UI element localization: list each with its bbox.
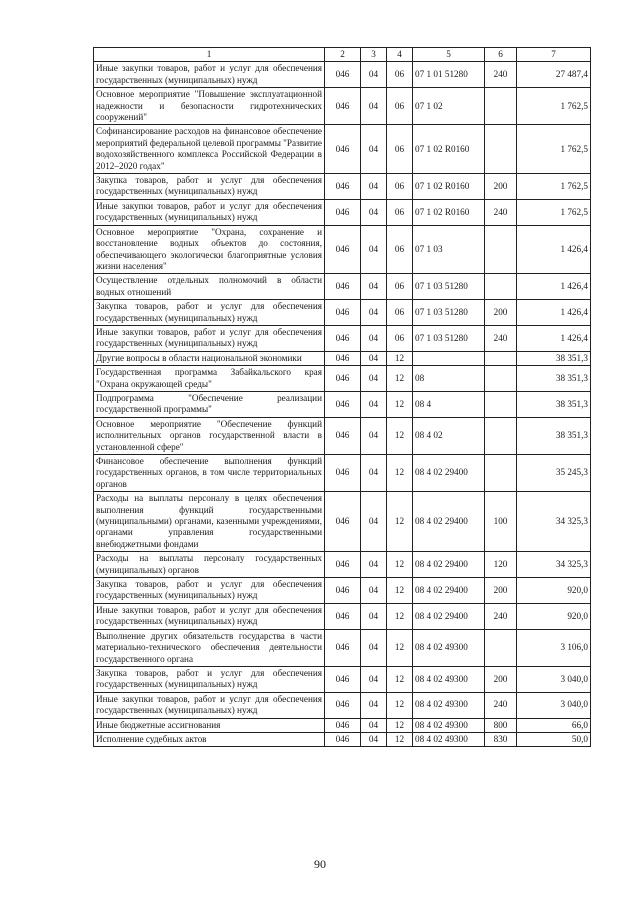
table-row: [94, 692, 591, 718]
section-code-cell: 04: [361, 603, 387, 629]
table-row: [94, 366, 591, 392]
row-name-cell: Иные бюджетные ассигнования: [94, 718, 325, 732]
target-article-cell: 08 4 02 49300: [413, 718, 485, 732]
expense-type-cell: 200: [485, 174, 517, 200]
row-name-cell: Расходы на выплаты персоналу в целях обеспечения выполнения функций государственными (муниципальными) органами, казенными учреждениями, органами управления государственными внебюджетными фондами: [94, 492, 325, 552]
column-header: 5: [413, 48, 485, 62]
table-row: [94, 199, 591, 225]
row-name-cell: Иные закупки товаров, работ и услуг для обеспечения государственных (муниципальных) нужд: [94, 692, 325, 718]
table-row: [94, 125, 591, 174]
target-article-cell: 08 4 02 29400: [413, 578, 485, 604]
row-name-cell: Закупка товаров, работ и услуг для обеспечения государственных (муниципальных) нужд: [94, 578, 325, 604]
target-article-cell: 08: [413, 366, 485, 392]
expense-type-cell: 240: [485, 603, 517, 629]
row-name-cell: Закупка товаров, работ и услуг для обеспечения государственных (муниципальных) нужд: [94, 666, 325, 692]
table-row: [94, 88, 591, 125]
ministry-code-cell: 046: [325, 88, 361, 125]
target-article-cell: [413, 351, 485, 365]
target-article-cell: 07 1 01 51280: [413, 62, 485, 88]
amount-cell: 3 040,0: [517, 666, 591, 692]
expense-type-cell: [485, 366, 517, 392]
expense-type-cell: 200: [485, 666, 517, 692]
subsection-code-cell: 12: [387, 391, 413, 417]
expense-type-cell: [485, 391, 517, 417]
amount-cell: 1 762,5: [517, 174, 591, 200]
target-article-cell: 07 1 03 51280: [413, 325, 485, 351]
section-code-cell: 04: [361, 351, 387, 365]
expense-type-cell: 240: [485, 199, 517, 225]
amount-cell: 1 426,4: [517, 325, 591, 351]
row-name-cell: Иные закупки товаров, работ и услуг для обеспечения государственных (муниципальных) нужд: [94, 199, 325, 225]
subsection-code-cell: 12: [387, 718, 413, 732]
target-article-cell: 08 4 02 29400: [413, 603, 485, 629]
ministry-code-cell: 046: [325, 62, 361, 88]
page-number: 90: [314, 857, 326, 871]
expense-type-cell: 800: [485, 718, 517, 732]
amount-cell: 1 762,5: [517, 88, 591, 125]
subsection-code-cell: 06: [387, 325, 413, 351]
section-code-cell: 04: [361, 199, 387, 225]
amount-cell: 34 325,3: [517, 492, 591, 552]
table-row: [94, 552, 591, 578]
column-number-row: [94, 48, 591, 62]
table-row: [94, 603, 591, 629]
amount-cell: 1 762,5: [517, 199, 591, 225]
target-article-cell: 07 1 03 51280: [413, 274, 485, 300]
ministry-code-cell: 046: [325, 417, 361, 454]
amount-cell: 3 106,0: [517, 629, 591, 666]
amount-cell: 35 245,3: [517, 455, 591, 492]
column-header: 2: [325, 48, 361, 62]
target-article-cell: 07 1 02: [413, 88, 485, 125]
row-name-cell: Выполнение других обязательств государства в части материально-технического обеспечения деятельности государственного органа: [94, 629, 325, 666]
expense-type-cell: 830: [485, 732, 517, 746]
amount-cell: 38 351,3: [517, 391, 591, 417]
amount-cell: 27 487,4: [517, 62, 591, 88]
amount-cell: 38 351,3: [517, 417, 591, 454]
section-code-cell: 04: [361, 692, 387, 718]
target-article-cell: 08 4 02 29400: [413, 552, 485, 578]
expense-type-cell: [485, 225, 517, 274]
subsection-code-cell: 06: [387, 300, 413, 326]
column-header: 1: [94, 48, 325, 62]
row-name-cell: Закупка товаров, работ и услуг для обеспечения государственных (муниципальных) нужд: [94, 174, 325, 200]
section-code-cell: 04: [361, 366, 387, 392]
row-name-cell: Осуществление отдельных полномочий в области водных отношений: [94, 274, 325, 300]
table-row: [94, 455, 591, 492]
subsection-code-cell: 12: [387, 629, 413, 666]
ministry-code-cell: 046: [325, 351, 361, 365]
row-name-cell: Закупка товаров, работ и услуг для обеспечения государственных (муниципальных) нужд: [94, 300, 325, 326]
amount-cell: 1 426,4: [517, 300, 591, 326]
table-row: [94, 225, 591, 274]
section-code-cell: 04: [361, 666, 387, 692]
section-code-cell: 04: [361, 88, 387, 125]
expense-type-cell: [485, 88, 517, 125]
ministry-code-cell: 046: [325, 629, 361, 666]
subsection-code-cell: 06: [387, 174, 413, 200]
table-row: [94, 325, 591, 351]
amount-cell: 1 762,5: [517, 125, 591, 174]
target-article-cell: 08 4 02 49300: [413, 732, 485, 746]
section-code-cell: 04: [361, 417, 387, 454]
amount-cell: 66,0: [517, 718, 591, 732]
table-body: [94, 62, 591, 747]
subsection-code-cell: 12: [387, 417, 413, 454]
table-row: [94, 391, 591, 417]
table-row: [94, 492, 591, 552]
ministry-code-cell: 046: [325, 492, 361, 552]
column-header: 7: [517, 48, 591, 62]
ministry-code-cell: 046: [325, 300, 361, 326]
target-article-cell: 07 1 03 51280: [413, 300, 485, 326]
section-code-cell: 04: [361, 125, 387, 174]
subsection-code-cell: 06: [387, 199, 413, 225]
subsection-code-cell: 12: [387, 692, 413, 718]
row-name-cell: Расходы на выплаты персоналу государственных (муниципальных) органов: [94, 552, 325, 578]
section-code-cell: 04: [361, 629, 387, 666]
ministry-code-cell: 046: [325, 732, 361, 746]
table-row: [94, 718, 591, 732]
row-name-cell: Исполнение судебных актов: [94, 732, 325, 746]
section-code-cell: 04: [361, 718, 387, 732]
target-article-cell: 08 4: [413, 391, 485, 417]
ministry-code-cell: 046: [325, 125, 361, 174]
section-code-cell: 04: [361, 492, 387, 552]
row-name-cell: Государственная программа Забайкальского края "Охрана окружающей среды": [94, 366, 325, 392]
section-code-cell: 04: [361, 325, 387, 351]
expense-type-cell: 240: [485, 692, 517, 718]
row-name-cell: Иные закупки товаров, работ и услуг для обеспечения государственных (муниципальных) нужд: [94, 325, 325, 351]
table-row: [94, 417, 591, 454]
row-name-cell: Подпрограмма "Обеспечение реализации государственной программы": [94, 391, 325, 417]
expense-type-cell: 120: [485, 552, 517, 578]
subsection-code-cell: 12: [387, 578, 413, 604]
ministry-code-cell: 046: [325, 455, 361, 492]
ministry-code-cell: 046: [325, 225, 361, 274]
table-row: [94, 274, 591, 300]
subsection-code-cell: 06: [387, 125, 413, 174]
subsection-code-cell: 12: [387, 351, 413, 365]
subsection-code-cell: 06: [387, 225, 413, 274]
amount-cell: 34 325,3: [517, 552, 591, 578]
section-code-cell: 04: [361, 174, 387, 200]
ministry-code-cell: 046: [325, 603, 361, 629]
expense-type-cell: [485, 455, 517, 492]
ministry-code-cell: 046: [325, 692, 361, 718]
section-code-cell: 04: [361, 225, 387, 274]
target-article-cell: 08 4 02 49300: [413, 692, 485, 718]
table-row: [94, 300, 591, 326]
target-article-cell: 08 4 02: [413, 417, 485, 454]
table-row: [94, 732, 591, 746]
ministry-code-cell: 046: [325, 174, 361, 200]
section-code-cell: 04: [361, 300, 387, 326]
expense-type-cell: [485, 351, 517, 365]
section-code-cell: 04: [361, 274, 387, 300]
subsection-code-cell: 12: [387, 666, 413, 692]
table-row: [94, 629, 591, 666]
amount-cell: 920,0: [517, 578, 591, 604]
amount-cell: 38 351,3: [517, 351, 591, 365]
target-article-cell: 07 1 02 R0160: [413, 125, 485, 174]
target-article-cell: 07 1 02 R0160: [413, 199, 485, 225]
budget-table: [93, 47, 591, 747]
amount-cell: 38 351,3: [517, 366, 591, 392]
section-code-cell: 04: [361, 732, 387, 746]
ministry-code-cell: 046: [325, 325, 361, 351]
subsection-code-cell: 12: [387, 603, 413, 629]
section-code-cell: 04: [361, 578, 387, 604]
amount-cell: 1 426,4: [517, 225, 591, 274]
ministry-code-cell: 046: [325, 391, 361, 417]
subsection-code-cell: 06: [387, 62, 413, 88]
column-header: 6: [485, 48, 517, 62]
target-article-cell: 08 4 02 29400: [413, 492, 485, 552]
amount-cell: 1 426,4: [517, 274, 591, 300]
ministry-code-cell: 046: [325, 199, 361, 225]
expense-type-cell: 240: [485, 62, 517, 88]
amount-cell: 3 040,0: [517, 692, 591, 718]
section-code-cell: 04: [361, 391, 387, 417]
row-name-cell: Основное мероприятие "Обеспечение функций исполнительных органов государственной власти в установленной сфере": [94, 417, 325, 454]
subsection-code-cell: 12: [387, 552, 413, 578]
row-name-cell: Основное мероприятие "Повышение эксплуатационной надежности и безопасности гидротехнических сооружений": [94, 88, 325, 125]
subsection-code-cell: 12: [387, 455, 413, 492]
column-header: 3: [361, 48, 387, 62]
table-row: [94, 62, 591, 88]
expense-type-cell: 200: [485, 300, 517, 326]
section-code-cell: 04: [361, 455, 387, 492]
subsection-code-cell: 12: [387, 732, 413, 746]
row-name-cell: Финансовое обеспечение выполнения функций государственных органов, в том числе территориальных органов: [94, 455, 325, 492]
row-name-cell: Основное мероприятие "Охрана, сохранение и восстановление водных объектов до состояния, обеспечивающего экологически благоприятные условия жизни населения": [94, 225, 325, 274]
subsection-code-cell: 06: [387, 88, 413, 125]
expense-type-cell: 100: [485, 492, 517, 552]
target-article-cell: 08 4 02 49300: [413, 629, 485, 666]
column-header: 4: [387, 48, 413, 62]
ministry-code-cell: 046: [325, 718, 361, 732]
subsection-code-cell: 12: [387, 366, 413, 392]
target-article-cell: 07 1 03: [413, 225, 485, 274]
target-article-cell: 08 4 02 49300: [413, 666, 485, 692]
subsection-code-cell: 12: [387, 492, 413, 552]
row-name-cell: Иные закупки товаров, работ и услуг для обеспечения государственных (муниципальных) нужд: [94, 603, 325, 629]
expense-type-cell: [485, 125, 517, 174]
expense-type-cell: [485, 629, 517, 666]
table-row: [94, 666, 591, 692]
target-article-cell: 08 4 02 29400: [413, 455, 485, 492]
amount-cell: 920,0: [517, 603, 591, 629]
ministry-code-cell: 046: [325, 274, 361, 300]
subsection-code-cell: 06: [387, 274, 413, 300]
ministry-code-cell: 046: [325, 366, 361, 392]
table-row: [94, 351, 591, 365]
expense-type-cell: 240: [485, 325, 517, 351]
ministry-code-cell: 046: [325, 578, 361, 604]
section-code-cell: 04: [361, 552, 387, 578]
table-row: [94, 174, 591, 200]
section-code-cell: 04: [361, 62, 387, 88]
row-name-cell: Другие вопросы в области национальной экономики: [94, 351, 325, 365]
target-article-cell: 07 1 02 R0160: [413, 174, 485, 200]
ministry-code-cell: 046: [325, 666, 361, 692]
row-name-cell: Иные закупки товаров, работ и услуг для обеспечения государственных (муниципальных) нужд: [94, 62, 325, 88]
row-name-cell: Софинансирование расходов на финансовое обеспечение мероприятий федеральной целевой программы "Развитие водохозяйственного комплекса Российской Федерации в 2012–2020 годах": [94, 125, 325, 174]
amount-cell: 50,0: [517, 732, 591, 746]
expense-type-cell: [485, 274, 517, 300]
ministry-code-cell: 046: [325, 552, 361, 578]
table-row: [94, 578, 591, 604]
expense-type-cell: 200: [485, 578, 517, 604]
expense-type-cell: [485, 417, 517, 454]
